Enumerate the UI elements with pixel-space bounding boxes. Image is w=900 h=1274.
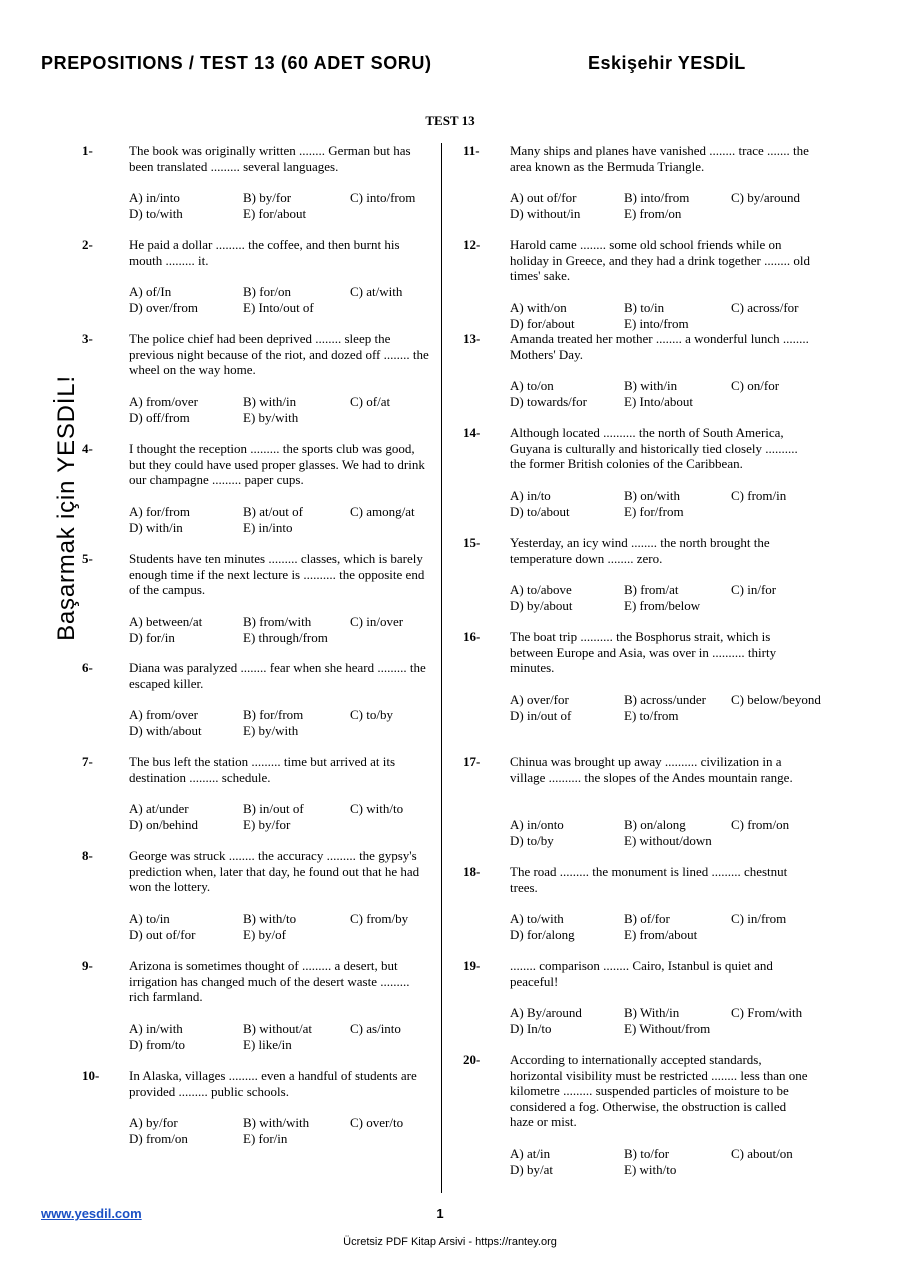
answer-option[interactable]: E) to/from: [624, 707, 679, 723]
answer-option[interactable]: C) about/on: [731, 1146, 793, 1161]
question-number: 5-: [82, 551, 93, 566]
answer-option[interactable]: D) out of/for: [129, 926, 196, 942]
website-link[interactable]: www.yesdil.com: [41, 1206, 142, 1221]
answer-option[interactable]: E) Into/out of: [243, 299, 314, 315]
answer-option[interactable]: D) for/in: [129, 629, 175, 645]
answer-option[interactable]: D) to/with: [129, 205, 183, 221]
answer-option[interactable]: D) from/to: [129, 1036, 185, 1052]
question-stem: Chinua was brought up away .......... civilization in a village .......... the slopes of the Andes mountain range.: [510, 754, 793, 785]
answer-options: [129, 504, 439, 535]
answer-options: [510, 1146, 820, 1177]
answer-option[interactable]: B) for/from: [243, 707, 304, 722]
question-stem: Many ships and planes have vanished ........ trace ....... the area known as the Bermuda Triangle.: [510, 143, 809, 174]
question-number: 7-: [82, 754, 93, 769]
answer-option[interactable]: A) in/onto: [510, 817, 564, 832]
answer-option[interactable]: E) with/to: [624, 1161, 677, 1177]
answer-option[interactable]: D) for/about: [510, 315, 575, 331]
answer-option[interactable]: C) from/on: [731, 817, 790, 832]
question-number: 14-: [463, 425, 481, 440]
answer-option[interactable]: C) in/over: [350, 614, 404, 629]
answer-option[interactable]: E) by/with: [243, 722, 299, 738]
answer-option[interactable]: E) like/in: [243, 1036, 292, 1052]
question-number: 4-: [82, 441, 93, 456]
answer-option[interactable]: E) into/from: [624, 315, 689, 331]
question-stem: Amanda treated her mother ........ a wonderful lunch ........ Mothers' Day.: [510, 331, 809, 362]
answer-option[interactable]: B) with/to: [243, 911, 297, 926]
answer-option[interactable]: B) from/with: [243, 614, 312, 629]
answer-options: [510, 692, 820, 723]
answer-option[interactable]: B) for/on: [243, 284, 292, 299]
answer-option[interactable]: C) of/at: [350, 394, 391, 409]
question-stem: He paid a dollar ......... the coffee, and then burnt his mouth ......... it.: [129, 237, 400, 268]
answer-option[interactable]: C) From/with: [731, 1005, 803, 1020]
answer-option[interactable]: C) in/from: [731, 911, 787, 926]
question-stem: Diana was paralyzed ........ fear when she heard ......... the escaped killer.: [129, 660, 426, 691]
answer-option[interactable]: E) without/down: [624, 832, 712, 848]
answer-option[interactable]: A) to/in: [129, 911, 170, 926]
answer-option[interactable]: E) from/on: [624, 205, 682, 221]
answer-option[interactable]: A) from/over: [129, 707, 198, 722]
question-stem: The road ......... the monument is lined ......... chestnut trees.: [510, 864, 788, 895]
answer-option[interactable]: D) to/about: [510, 503, 570, 519]
answer-option[interactable]: C) by/around: [731, 190, 800, 205]
answer-option[interactable]: C) to/by: [350, 707, 393, 722]
answer-option[interactable]: D) towards/for: [510, 393, 587, 409]
answer-options: [129, 394, 439, 425]
answer-options: [510, 911, 820, 942]
answer-option[interactable]: E) by/of: [243, 926, 286, 942]
answer-option[interactable]: D) on/behind: [129, 816, 198, 832]
question-stem: Students have ten minutes ......... classes, which is barely enough time if the next lecture is .......... the opposite end of the campus.: [129, 551, 425, 598]
answer-options: [510, 190, 820, 221]
answer-option[interactable]: A) to/above: [510, 582, 572, 597]
answer-option[interactable]: B) to/for: [624, 1146, 670, 1161]
answer-options: [510, 300, 820, 331]
question-stem: Yesterday, an icy wind ........ the north brought the temperature down ........ zero.: [510, 535, 770, 566]
question-number: 13-: [463, 331, 481, 346]
answer-option[interactable]: B) by/for: [243, 190, 292, 205]
question-number: 3-: [82, 331, 93, 346]
question-number: 15-: [463, 535, 481, 550]
answer-option[interactable]: B) With/in: [624, 1005, 680, 1020]
question-number: 17-: [463, 754, 481, 769]
answer-option[interactable]: E) Into/about: [624, 393, 693, 409]
watermark-text: Başarmak için YESDİL!: [53, 375, 80, 641]
answer-options: [129, 801, 439, 832]
answer-option[interactable]: C) on/for: [731, 378, 780, 393]
answer-option[interactable]: B) from/at: [624, 582, 679, 597]
answer-option[interactable]: E) from/about: [624, 926, 698, 942]
answer-option[interactable]: A) between/at: [129, 614, 203, 629]
answer-option[interactable]: E) in/into: [243, 519, 293, 535]
answer-option[interactable]: E) from/below: [624, 597, 701, 613]
answer-options: [510, 378, 820, 409]
question-number: 2-: [82, 237, 93, 252]
answer-option[interactable]: C) into/from: [350, 190, 416, 205]
answer-option[interactable]: E) through/from: [243, 629, 328, 645]
answer-option[interactable]: A) with/on: [510, 300, 567, 315]
answer-option[interactable]: D) in/out of: [510, 707, 572, 723]
answer-options: [129, 1021, 439, 1052]
answer-option[interactable]: B) on/with: [624, 488, 680, 503]
answer-option[interactable]: B) with/with: [243, 1115, 310, 1130]
question-number: 11-: [463, 143, 480, 158]
question-stem: George was struck ........ the accuracy ......... the gypsy's prediction when, later that day, he found out that he had won the lottery.: [129, 848, 420, 895]
answer-options: [129, 911, 439, 942]
answer-option[interactable]: E) Without/from: [624, 1020, 711, 1036]
answer-option[interactable]: C) over/to: [350, 1115, 404, 1130]
answer-option[interactable]: C) with/to: [350, 801, 404, 816]
question-number: 9-: [82, 958, 93, 973]
question-stem: The book was originally written ........ German but has been translated ......... several languages.: [129, 143, 411, 174]
answer-option[interactable]: C) from/in: [731, 488, 787, 503]
document-title: PREPOSITIONS / TEST 13 (60 ADET SORU): [41, 53, 432, 73]
answer-option[interactable]: A) from/over: [129, 394, 198, 409]
question-number: 8-: [82, 848, 93, 863]
answer-option[interactable]: B) into/from: [624, 190, 690, 205]
answer-options: [129, 190, 439, 221]
question-stem: The police chief had been deprived ........ sleep the previous night because of the riot, and dozed off ........ the wheel on the way home.: [129, 331, 429, 378]
answer-option[interactable]: B) of/for: [624, 911, 670, 926]
question-stem: The boat trip .......... the Bosphorus strait, which is between Europe and Asia, was over in .......... thirty minutes.: [510, 629, 777, 676]
answer-option[interactable]: D) by/about: [510, 597, 573, 613]
answer-option[interactable]: D) by/at: [510, 1161, 553, 1177]
answer-option[interactable]: C) in/for: [731, 582, 777, 597]
answer-option[interactable]: C) across/for: [731, 300, 799, 315]
answer-option[interactable]: E) for/about: [243, 205, 307, 221]
answer-options: [510, 488, 820, 519]
question-stem: ........ comparison ........ Cairo, Istanbul is quiet and peaceful!: [510, 958, 773, 989]
question-number: 6-: [82, 660, 93, 675]
answer-option[interactable]: D) over/from: [129, 299, 198, 315]
answer-option[interactable]: C) below/beyond: [731, 692, 821, 707]
answer-option[interactable]: A) at/under: [129, 801, 189, 816]
answer-option[interactable]: A) by/for: [129, 1115, 178, 1130]
answer-option[interactable]: D) with/in: [129, 519, 183, 535]
answer-option[interactable]: D) from/on: [129, 1130, 188, 1146]
answer-option[interactable]: D) without/in: [510, 205, 581, 221]
answer-option[interactable]: A) in/to: [510, 488, 551, 503]
answer-option[interactable]: E) for/from: [624, 503, 684, 519]
answer-option[interactable]: E) by/for: [243, 816, 291, 832]
answer-option[interactable]: A) By/around: [510, 1005, 582, 1020]
answer-option[interactable]: E) by/with: [243, 409, 299, 425]
answer-option[interactable]: D) with/about: [129, 722, 202, 738]
column-divider: [441, 143, 442, 1193]
answer-option[interactable]: A) in/with: [129, 1021, 183, 1036]
question-number: 10-: [82, 1068, 100, 1083]
question-number: 1-: [82, 143, 93, 158]
question-number: 16-: [463, 629, 481, 644]
answer-option[interactable]: A) to/with: [510, 911, 564, 926]
answer-option[interactable]: B) with/in: [243, 394, 297, 409]
answer-options: [129, 707, 439, 738]
answer-option[interactable]: D) for/along: [510, 926, 575, 942]
question-number: 18-: [463, 864, 481, 879]
question-number: 12-: [463, 237, 481, 252]
answer-option[interactable]: A) out of/for: [510, 190, 577, 205]
answer-option[interactable]: C) among/at: [350, 504, 415, 519]
answer-option[interactable]: B) to/in: [624, 300, 665, 315]
question-stem: According to internationally accepted standards, horizontal visibility must be restricted ........ less than one kilometre ......... suspended particles of moisture to be considered a fog. Otherwise, the obstruction is called haze or mist.: [510, 1052, 808, 1130]
answer-option[interactable]: B) at/out of: [243, 504, 303, 519]
question-stem: In Alaska, villages ......... even a handful of students are provided ......... public schools.: [129, 1068, 417, 1099]
answer-options: [510, 582, 820, 613]
author-name: Eskişehir YESDİL: [588, 53, 746, 73]
page-number: 1: [436, 1206, 444, 1221]
answer-option[interactable]: A) in/into: [129, 190, 180, 205]
answer-option[interactable]: B) across/under: [624, 692, 706, 707]
answer-option[interactable]: C) as/into: [350, 1021, 401, 1036]
answer-option[interactable]: A) at/in: [510, 1146, 551, 1161]
answer-option[interactable]: A) over/for: [510, 692, 569, 707]
question-stem: Although located .......... the north of South America, Guyana is culturally and historically tied closely .......... the former British colonies of the Caribbean.: [510, 425, 798, 472]
question-number: 19-: [463, 958, 481, 973]
answer-option[interactable]: E) for/in: [243, 1130, 288, 1146]
question-number: 20-: [463, 1052, 481, 1067]
question-stem: Arizona is sometimes thought of ......... a desert, but irrigation has changed much of the desert waste ......... rich farmland.: [129, 958, 410, 1005]
answer-option[interactable]: C) at/with: [350, 284, 403, 299]
answer-option[interactable]: A) for/from: [129, 504, 191, 519]
answer-options: [510, 1005, 820, 1036]
answer-options: [510, 817, 820, 848]
answer-options: [129, 614, 439, 645]
answer-option[interactable]: D) to/by: [510, 832, 554, 848]
answer-option[interactable]: A) of/In: [129, 284, 172, 299]
answer-option[interactable]: A) to/on: [510, 378, 554, 393]
archive-footer-text: Ücretsiz PDF Kitap Arsivi - https://rantey.org: [343, 1236, 557, 1248]
question-stem: The bus left the station ......... time but arrived at its destination ......... schedule.: [129, 754, 396, 785]
answer-option[interactable]: D) In/to: [510, 1020, 552, 1036]
answer-option[interactable]: B) with/in: [624, 378, 678, 393]
answer-option[interactable]: D) off/from: [129, 409, 190, 425]
question-stem: Harold came ........ some old school friends while on holiday in Greece, and they had a drink together ........ old times' sake.: [510, 237, 810, 284]
answer-option[interactable]: B) on/along: [624, 817, 686, 832]
answer-options: [129, 284, 439, 315]
answer-option[interactable]: C) from/by: [350, 911, 409, 926]
test-label: TEST 13: [425, 113, 475, 128]
answer-option[interactable]: B) without/at: [243, 1021, 312, 1036]
question-stem: I thought the reception ......... the sports club was good, but they could have used proper glasses. We had to drink our champagne ......... paper cups.: [129, 441, 425, 488]
answer-option[interactable]: B) in/out of: [243, 801, 304, 816]
answer-options: [129, 1115, 439, 1146]
